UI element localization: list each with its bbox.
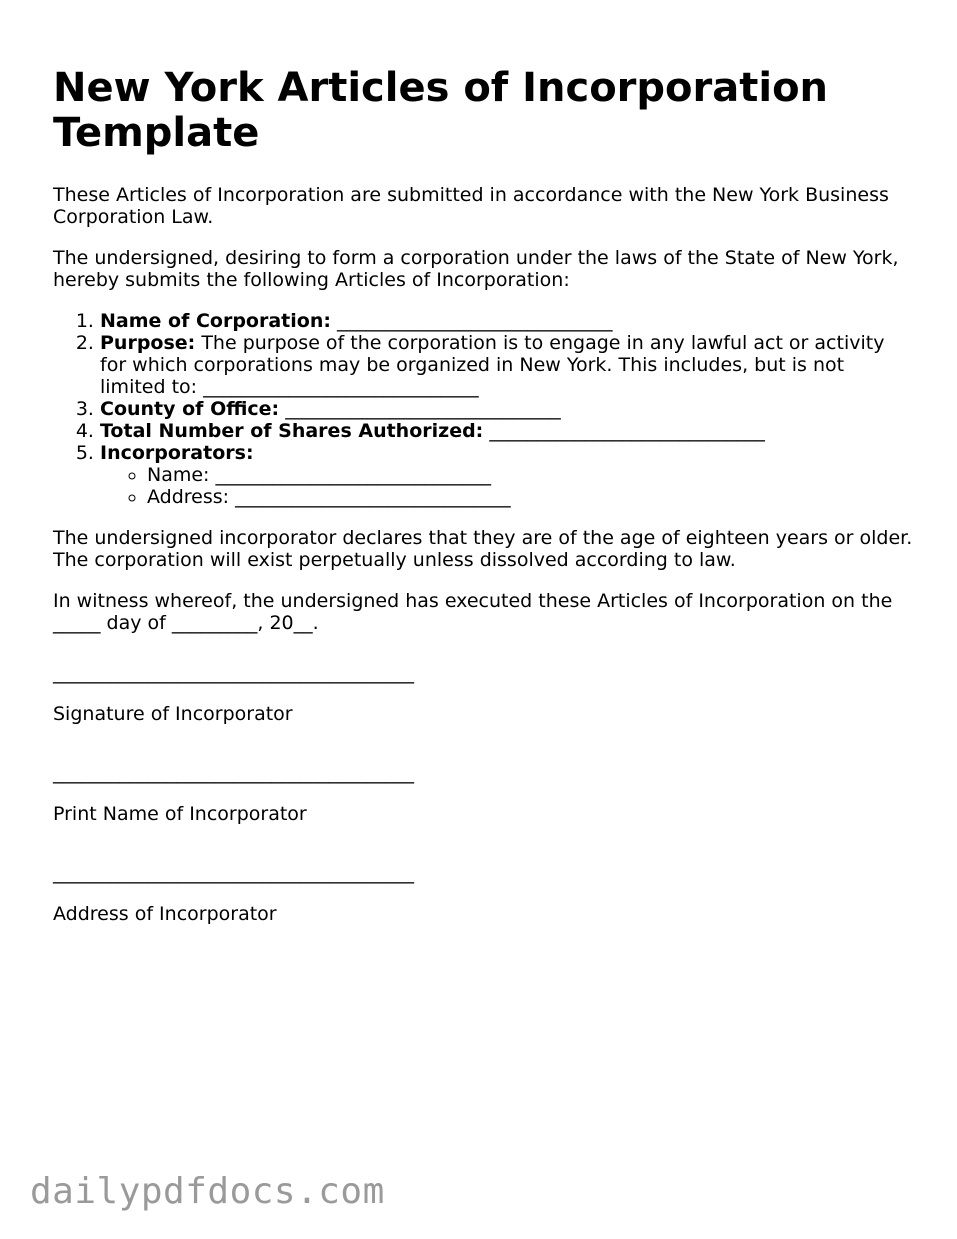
declaration-paragraph: The undersigned incorporator declares that they are of the age of eighteen years or older. The corporation will exist perpetually unless dissolved according to law. — [53, 527, 913, 571]
article-label: County of Office: — [100, 398, 280, 420]
article-item-incorporators — [100, 442, 913, 508]
article-text: _____________________________ — [330, 310, 613, 332]
address-line: ______________________________________ — [53, 862, 414, 884]
article-item-name — [100, 310, 913, 332]
print-name-block — [53, 762, 913, 825]
articles-list — [53, 310, 913, 508]
article-item-county — [100, 398, 913, 420]
signature-label: Signature of Incorporator — [53, 703, 293, 725]
watermark: dailypdfdocs.com — [30, 1171, 385, 1212]
article-text: The purpose of the corporation is to engage in any lawful act or activity for which corporations may be organized in New York. This includes, but is not limited to: _____________________________ — [100, 332, 885, 398]
article-item-shares — [100, 420, 913, 442]
address-block — [53, 862, 913, 925]
article-text: _____________________________ — [483, 420, 765, 442]
article-text: _____________________________ — [279, 398, 561, 420]
witness-paragraph: In witness whereof, the undersigned has executed these Articles of Incorporation on the _____ day of _________, 20__. — [53, 590, 893, 634]
incorporator-name-field: ◦ Name: _____________________________ — [147, 464, 913, 486]
article-item-purpose — [100, 332, 913, 398]
intro-paragraph: These Articles of Incorporation are submitted in accordance with the New York Business Corporation Law. — [53, 184, 889, 228]
article-label: Purpose: — [100, 332, 196, 354]
signature-line: ______________________________________ — [53, 662, 414, 684]
intro-paragraph: The undersigned, desiring to form a corporation under the laws of the State of New York, hereby submits the following Articles of Incorporation: — [53, 247, 899, 291]
incorporator-address-field: ◦ Address: _____________________________ — [147, 486, 913, 508]
print-name-label: Print Name of Incorporator — [53, 803, 307, 825]
article-label: Incorporators: — [100, 442, 254, 464]
article-label: Total Number of Shares Authorized: — [100, 420, 484, 442]
print-name-line: ______________________________________ — [53, 762, 414, 784]
address-label: Address of Incorporator — [53, 903, 277, 925]
document-page — [53, 66, 913, 925]
document-title: New York Articles of Incorporation Template — [53, 65, 829, 156]
article-label: Name of Corporation: — [100, 310, 331, 332]
signature-block — [53, 662, 913, 725]
incorporator-fields-list — [100, 464, 913, 508]
